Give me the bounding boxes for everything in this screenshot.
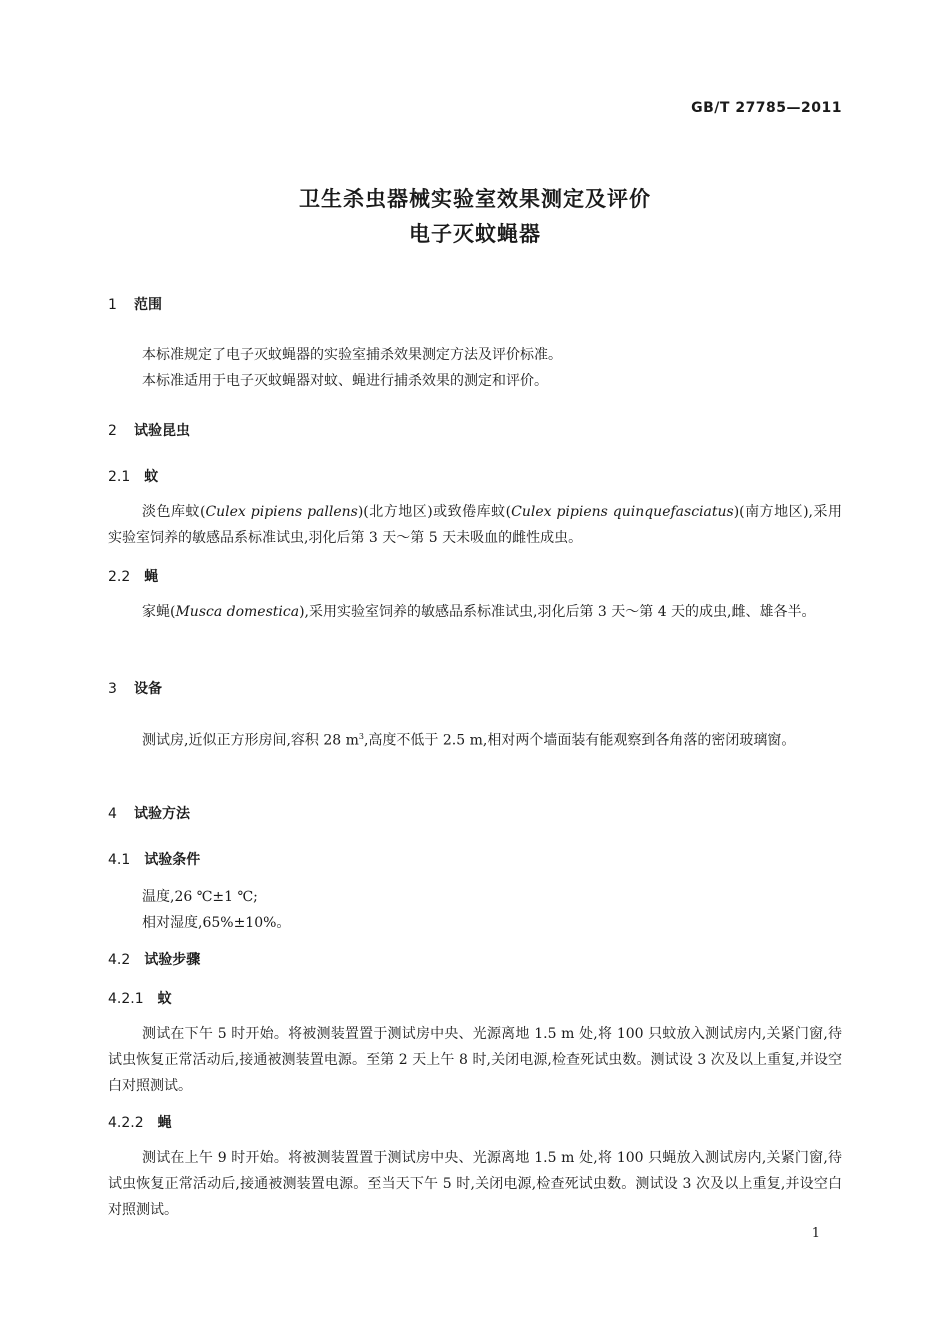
section-3-heading [108, 678, 162, 698]
page-number: 1 [811, 1226, 820, 1241]
fly-procedure-paragraph: 测试在上午 9 时开始。将被测装置置于测试房中央、光源离地 1.5 m 处,将 100 只蝇放入测试房内,关紧门窗,待试虫恢复正常活动后,接通被测装置电源。至当天下午 5 时,关闭电源,检查死试虫数。测试设 3 次及以上重复,并设空白对照测试。 [108, 1150, 842, 1218]
section-number: 4.2.2 [108, 1115, 144, 1131]
section-number: 2 [108, 423, 117, 439]
section-title: 蚊 [157, 991, 172, 1007]
mosquito-procedure-paragraph: 测试在下午 5 时开始。将被测装置置于测试房中央、光源离地 1.5 m 处,将 100 只蚊放入测试房内,关紧门窗,待试虫恢复正常活动后,接通被测装置电源。至第 2 天上午 8 时,关闭电源,检查死试虫数。测试设 3 次及以上重复,并设空白对照测试。 [108, 1026, 842, 1094]
species-name: Culex pipiens pallens [205, 504, 358, 520]
section-title: 蝇 [157, 1115, 172, 1131]
section-title: 设备 [134, 681, 162, 697]
section-4-1-heading [108, 849, 200, 869]
fly-species-paragraph [108, 599, 842, 625]
paragraph-text: ),采用实验室饲养的敏感品系标准试虫,羽化后第 3 天～第 4 天的成虫,雌、雄各半。 [299, 604, 816, 620]
section-title: 试验条件 [144, 852, 201, 868]
section-number: 4.2.1 [108, 991, 144, 1007]
section-4-2-1-heading [108, 988, 172, 1008]
section-number: 1 [108, 297, 117, 313]
section-number: 4 [108, 806, 117, 822]
scope-paragraph-2: 本标准适用于电子灭蚊蝇器对蚊、蝇进行捕杀效果的测定和评价。 [142, 373, 548, 389]
section-2-heading [108, 420, 190, 440]
section-title: 蚊 [144, 469, 159, 485]
document-title-line-1: 卫生杀虫器械实验室效果测定及评价 [299, 187, 651, 211]
humidity-condition: 相对湿度,65%±10%。 [142, 915, 291, 931]
section-title: 范围 [134, 297, 162, 313]
scope-paragraph-1: 本标准规定了电子灭蚊蝇器的实验室捕杀效果测定方法及评价标准。 [142, 347, 562, 363]
section-title: 试验方法 [134, 806, 190, 822]
section-number: 4.1 [108, 852, 131, 868]
section-2-1-heading [108, 466, 158, 486]
section-4-2-2-heading [108, 1112, 172, 1132]
paragraph-text: )(北方地区)或致倦库蚊( [357, 504, 512, 520]
section-2-2-heading [108, 566, 158, 586]
section-4-2-heading [108, 949, 200, 969]
mosquito-species-paragraph [108, 499, 842, 551]
species-name: Culex pipiens quinquefasciatus [511, 504, 734, 520]
section-title: 蝇 [144, 569, 159, 585]
standard-number: GB/T 27785—2011 [691, 100, 842, 116]
section-number: 3 [108, 681, 117, 697]
section-number: 4.2 [108, 952, 131, 968]
species-name: Musca domestica [175, 604, 300, 620]
section-title: 试验昆虫 [134, 423, 190, 439]
section-1-heading [108, 294, 162, 314]
paragraph-text: ,高度不低于 2.5 m,相对两个墙面装有能观察到各角落的密闭玻璃窗。 [363, 732, 796, 749]
paragraph-text: 淡色库蚊( [142, 504, 206, 520]
paragraph-text: 测试房,近似正方形房间,容积 28 m [142, 732, 359, 749]
section-number: 2.2 [108, 569, 131, 585]
section-4-heading [108, 803, 190, 823]
paragraph-text: )(南方地区),采用实验室饲养的敏感品系标准试虫,羽化后第 3 天～第 5 天未吸血的雌性成虫。 [108, 504, 842, 546]
superscript: 3 [358, 732, 364, 741]
equipment-paragraph [108, 724, 842, 754]
section-number: 2.1 [108, 469, 131, 485]
temperature-condition: 温度,26 ℃±1 ℃; [142, 889, 258, 905]
paragraph-text: 家蝇( [142, 604, 176, 620]
document-title-line-2: 电子灭蚊蝇器 [409, 222, 541, 246]
section-title: 试验步骤 [144, 952, 201, 968]
